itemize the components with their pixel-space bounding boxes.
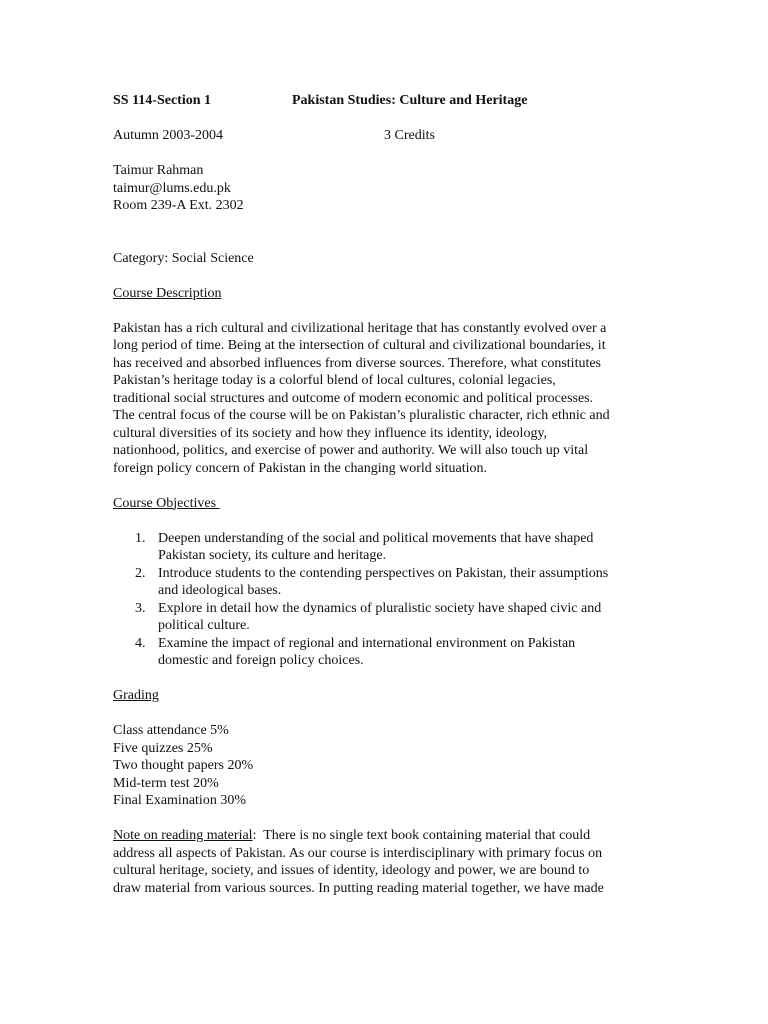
list-item-line: Examine the impact of regional and international environment on Pakistan	[158, 635, 576, 651]
grading-item: Class attendance 5%	[113, 723, 229, 738]
grading-list	[113, 722, 653, 810]
objectives-list	[113, 530, 653, 670]
list-number: 2.	[135, 565, 146, 581]
list-number: 3.	[135, 600, 146, 616]
description-line: nationhood, politics, and exercise of power and authority. We will also touch up vital	[113, 443, 589, 458]
list-item-line: Pakistan society, its culture and heritage.	[158, 548, 387, 563]
reading-note-line: address all aspects of Pakistan. As our course is interdisciplinary with primary focus on	[113, 845, 603, 861]
list-item	[113, 600, 653, 635]
category: Category: Social Science	[113, 250, 254, 266]
description-line: The central focus of the course will be on Pakistan’s pluralistic character, rich ethnic and	[113, 408, 610, 423]
term-row	[113, 127, 653, 145]
instructor-name: Taimur Rahman	[113, 163, 204, 178]
grading-item: Two thought papers 20%	[113, 758, 254, 773]
description-line: foreign policy concern of Pakistan in the changing world situation.	[113, 460, 488, 476]
course-description-heading: Course Description	[113, 285, 222, 301]
list-item	[113, 530, 653, 565]
description-line: Pakistan has a rich cultural and civilizational heritage that has constantly evolved over a	[113, 320, 607, 336]
instructor-room: Room 239-A Ext. 2302	[113, 198, 244, 213]
course-description-text	[113, 320, 653, 478]
credits: 3 Credits	[384, 128, 435, 143]
description-line: traditional social structures and outcome of modern economic and political processes.	[113, 390, 594, 406]
description-line: long period of time. Being at the intersection of cultural and civilizational boundaries, it	[113, 338, 606, 353]
reading-note-line: draw material from various sources. In putting reading material together, we have made	[113, 880, 604, 896]
course-title: Pakistan Studies: Culture and Heritage	[292, 93, 528, 108]
syllabus-page	[113, 92, 653, 897]
list-item-line: domestic and foreign policy choices.	[158, 653, 364, 668]
reading-note	[113, 827, 653, 897]
course-code: SS 114-Section 1	[113, 93, 212, 108]
description-line: Pakistan’s heritage today is a colorful blend of local cultures, colonial legacies,	[113, 373, 556, 388]
instructor-email: taimur@lums.edu.pk	[113, 180, 231, 196]
list-number: 1.	[135, 530, 146, 546]
list-item	[113, 565, 653, 600]
grading-item: Mid-term test 20%	[113, 775, 219, 791]
description-line: has received and absorbed influences from diverse sources. Therefore, what constitutes	[113, 355, 602, 371]
list-item-line: Explore in detail how the dynamics of pluralistic society have shaped civic and	[158, 600, 602, 616]
reading-note-label: Note on reading material	[113, 828, 253, 843]
reading-note-first-line-text: : There is no single text book containing material that could	[252, 828, 591, 843]
course-header-row	[113, 92, 653, 110]
instructor-block	[113, 162, 653, 215]
reading-note-line: cultural heritage, society, and issues of identity, ideology and power, we are bound to	[113, 863, 590, 878]
list-number: 4.	[135, 635, 146, 651]
grading-heading: Grading	[113, 688, 159, 703]
list-item-line: Deepen understanding of the social and political movements that have shaped	[158, 530, 594, 546]
list-item-line: and ideological bases.	[158, 583, 282, 598]
list-item	[113, 635, 653, 670]
description-line: cultural diversities of its society and how they influence its identity, ideology,	[113, 425, 548, 441]
list-item-line: political culture.	[158, 618, 250, 633]
grading-item: Final Examination 30%	[113, 793, 246, 808]
grading-item: Five quizzes 25%	[113, 740, 213, 756]
course-objectives-heading: Course Objectives	[113, 495, 220, 511]
term: Autumn 2003-2004	[113, 128, 224, 143]
list-item-line: Introduce students to the contending perspectives on Pakistan, their assumptions	[158, 565, 609, 581]
reading-note-first-line	[113, 827, 653, 845]
